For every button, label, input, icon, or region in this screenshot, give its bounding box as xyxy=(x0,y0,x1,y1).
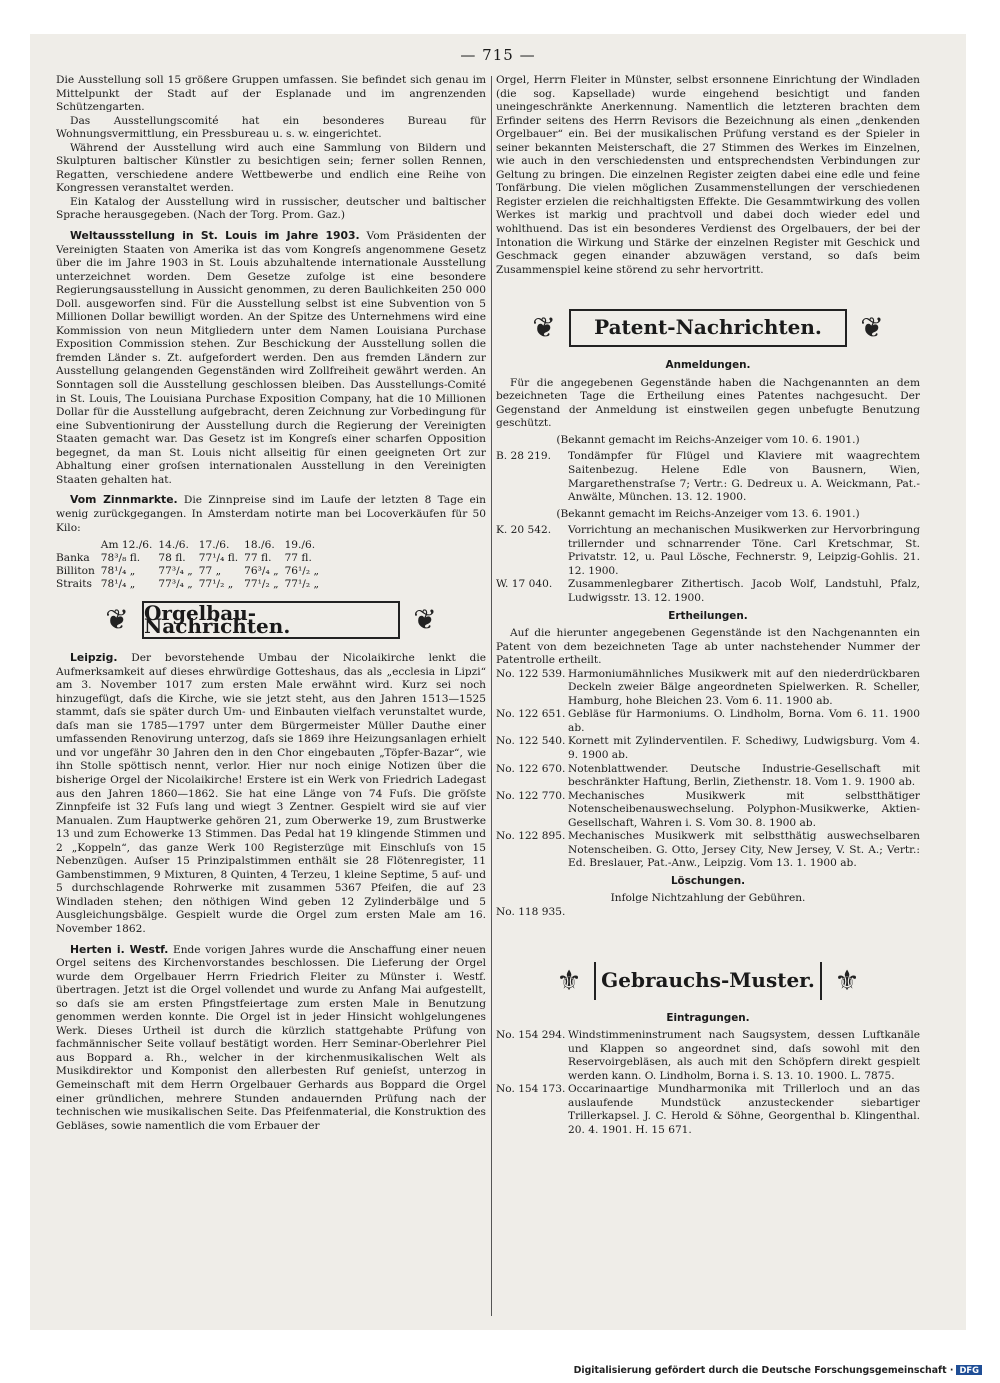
gebrauchs-banner-title: Gebrauchs-Muster. xyxy=(594,962,822,1000)
ornament-icon: ⚜ xyxy=(556,963,582,997)
ornament-icon: ❦ xyxy=(105,603,129,637)
orgelbau-banner-title: Orgelbau-Nachrichten. xyxy=(142,601,400,639)
entry-text: Gebläse für Harmoniums. O. Lindholm, Borna. Vom 6. 11. 1900 ab. xyxy=(568,708,920,734)
ornament-icon: ⚜ xyxy=(834,963,860,997)
intro-paragraph-4: Ein Katalog der Ausstellung wird in russischer, deutscher und baltischer Sprache herausgegeben. (Nach der Torg. Prom. Gaz.) xyxy=(56,195,486,222)
price-cell: 77¹/₄ fl. xyxy=(198,552,239,565)
entry-text: Occarinaartige Mundharmonika mit Trillerloch und an das auslaufende Mundstück anzusteckender siebartiger Trillerkapsel. J. C. Herold & Söhne, Georgenthal b. Klingenthal. 20. 4. 1901. H. 15 671. xyxy=(568,1083,920,1136)
list-item xyxy=(496,830,920,871)
entry-code: No. 122 539. xyxy=(496,667,566,680)
price-cell: 77³/₄ „ xyxy=(158,578,193,591)
entry-code: B. 28 219. xyxy=(496,450,551,463)
list-item xyxy=(496,790,920,831)
price-row-label: Banka xyxy=(56,552,90,565)
entry-text: Vorrichtung an mechanischen Musikwerken zur Hervorbringung trillernder und schnarrender Töne. Carl Kretschmar, St. Privatstr. 12, u. Paul Lösche, Fechnerstr. 9, Leipzig-Gohlis. 21. 12. 1900. xyxy=(568,524,920,577)
entry-text: Mechanisches Musikwerk mit selbstthätig auswechselbaren Notenscheiben. G. Otto, Jersey City, New Jersey, V. St. A.; Vertr.: Ed. Breslauer, Pat.-Anw., Leipzig. Vom 13. 1. 1900 ab. xyxy=(568,830,920,870)
entry-code: K. 20 542. xyxy=(496,524,552,537)
price-cell: 77 fl. xyxy=(244,552,272,565)
zinn-article xyxy=(56,493,486,535)
list-item xyxy=(496,524,920,578)
price-cell: 77¹/₂ „ xyxy=(244,578,279,591)
price-header-cell: 14./6. xyxy=(158,539,189,552)
zinn-text: Die Zinnpreise sind im Laufe der letzten 8 Tage ein wenig zurückgegangen. In Amsterdam notirte man bei Locoverkäufen für 50 Kilo: xyxy=(56,494,486,534)
dfg-logo: DFG xyxy=(956,1365,982,1375)
entry-text xyxy=(568,906,920,920)
leipzig-text: Der bevorstehende Umbau der Nicolaikirche lenkt die Aufmerksamkeit auf dieses ehrwürdige Gotteshaus, das als „ecclesia in Lipzi“ am 3. November 1017 zum ersten Male erwähnt wird. Kurz sei noch hinzugefügt, daſs die Kirche, wie sie jetzt steht, aus den Jahren 1513—1525 stammt, daſs sie später durch Um- und Einbauten vielfach verunstaltet wurde, daſs man sie 1785—1797 unter dem Bürgermeister Müller Dauthe einer umfassenden Renovirung unterzog, daſs sie 1869 ihre Heizungsanlagen erhielt und vor ungefähr 30 Jahren den in den Chor eingebauten „Töpfer-Bazar“, wie ihn Stolle spöttisch nennt, verlor. Hier nur noch einige Notizen über die bisherige Orgel der Nicolaikirche! Erstere ist ein Werk von Friedrich Ladegast aus den Jahren 1860—1862. Sie hat eine Länge von 74 Fuſs. Die gröſste Zinnpfeife ist 32 Fuſs lang und wiegt 3 Zentner. Gespielt wird sie auf vier Manualen. Zum Hauptwerke gehören 21, zum Oberwerke 19, zum Brustwerke 13 und zum Echowerke 13 Stimmen. Das Pedal hat 19 klingende Stimmen und 2 „Koppeln“, das ganze Werk 100 Registerzüge mit Einschluſs von 15 Nebenzügen. Auſser 15 Prinzipalstimmen enthält sie 28 Flötenregister, 11 Gambenstimmen, 9 Mixturen, 8 Quinten, 4 Terzeu, 1 kleine Septime, 5 auf- und 5 durchschlagende Rohrwerke mit zusammen 5367 Pfeifen, die auf 23 Windladen stehen; den nöthigen Wind geben 12 Zylinderbälge und 5 Ausgleichungsbälge. Gespielt wurde die Orgel zum ersten Male am 16. November 1862. xyxy=(56,652,486,935)
weltausstellung-article xyxy=(56,229,486,487)
price-cell: 78 fl. xyxy=(158,552,186,565)
loeschungen-title: Löschungen. xyxy=(670,874,746,887)
list-item xyxy=(496,906,920,920)
price-table xyxy=(56,539,325,591)
entry-text: Mechanisches Musikwerk mit selbstthätiger Notenscheibenauswechselung. Polyphon-Musikwerke, Aktien-Gesellschaft, Wahren i. S. Vom 30. 8. 1900 ab. xyxy=(568,789,920,829)
list-item xyxy=(496,708,920,735)
price-cell: 76³/₄ „ xyxy=(244,565,279,578)
weltausstellung-title: Weltaussstellung in St. Louis im Jahre 1903. xyxy=(70,229,360,243)
entry-code: No. 122 651. xyxy=(496,708,566,721)
entry-text: Tondämpfer für Flügel und Klaviere mit waagrechtem Saitenbezug. Helene Edle von Bausnern, Wien, Margarethenstraſse 7; Vertr.: G. Dedreux u. A. Weickmann, Pat.-Anwälte, München. 13. 12. 1900. xyxy=(568,450,920,504)
leipzig-article xyxy=(56,651,486,936)
intro-paragraph-2: Das Ausstellungscomité hat ein besonderes Bureau für Wohnungsvermittlung, ein Pressbureau u. s. w. eingerichtet. xyxy=(56,114,486,141)
herten-text: Ende vorigen Jahres wurde die Anschaffung einer neuen Orgel seitens des Kirchenvorstandes beschlossen. Die Lieferung der Orgel wurde dem Orgelbauer Herrn Friedrich Fleiter zu Münster i. Westf. übertragen. Jetzt ist die Orgel vollendet und wurde zu Anfang Mai aufgestellt, so daſs sie am ersten Pfingstfeiertage zum ersten Male in Benutzung genommen werden konnte. Die Orgel ist in jeder Hinsicht wohlgelungenes Werk. Dieses Urtheil ist durch die kürzlich stattgehabte Prüfung von fachmännischer Seite vollauf bestätigt worden. Herr Seminar-Oberlehrer Piel aus Boppard a. Rh., welcher in der kirchenmusikalischen Welt als Musikdirektor und Komponist den allerbesten Ruf genieſst, unterzog in Gemeinschaft mit dem Herrn Orgelbauer Gerhards aus Boppard die Orgel einer gründlichen, mehrere Stunden andauernden Prüfung nach der technischen wie musikalischen Seite. Das Pfeifenmaterial, die Konstruktion des Gebläses, sowie namentlich die vom Erbauer der xyxy=(56,943,486,1132)
entry-code: No. 154 173. xyxy=(496,1083,566,1096)
ertheilungen-intro: Auf die hierunter angegebenen Gegenstände ist den Nachgenannten ein Patent von dem bezeichneten Tage ab unter nachstehender Nummer der Patentrolle ertheilt. xyxy=(496,627,920,667)
list-item xyxy=(496,668,920,709)
entry-code: W. 17 040. xyxy=(496,578,553,591)
entry-code: No. 122 670. xyxy=(496,762,566,775)
price-cell: 78³/₈ fl. xyxy=(100,552,141,565)
eintragungen-title: Eintragungen. xyxy=(666,1011,750,1024)
price-header-cell: 17./6. xyxy=(198,539,230,552)
price-table-header xyxy=(56,539,325,552)
entry-code: No. 122 770. xyxy=(496,789,566,802)
price-header-cell: 18./6. xyxy=(244,539,275,552)
entry-text: Notenblattwender. Deutsche Industrie-Gesellschaft mit beschränkter Haftung, Berlin, Ziethenstr. 18. Vom 1. 9. 1900 ab. xyxy=(568,762,920,789)
entry-code: No. 122 540. xyxy=(496,735,566,748)
digitization-footer xyxy=(574,1365,982,1376)
bekannt-note-2: (Bekannt gemacht im Reichs-Anzeiger vom 13. 6. 1901.) xyxy=(556,507,860,520)
anmeldungen-intro: Für die angegebenen Gegenstände haben die Nachgenannten an dem bezeichneten Tage die Ertheilung eines Patentes nachgesucht. Der Gegenstand der Anmeldung ist einstweilen gegen unbefugte Benutzung geschützt. xyxy=(496,376,920,430)
table-row xyxy=(56,578,325,591)
page-number: — 715 — xyxy=(460,46,536,64)
ornament-icon: ❦ xyxy=(532,311,556,345)
ornament-icon: ❦ xyxy=(413,603,437,637)
footer-text: Digitalisierung gefördert durch die Deutsche Forschungsgemeinschaft · xyxy=(573,1365,954,1376)
entry-text: Harmoniumähnliches Musikwerk mit auf den niederdrückbaren Deckeln zweier Bälge angeordneten Spielwerken. R. Scheller, Hamburg, hohe Bleichen 23. Vom 6. 11. 1900 ab. xyxy=(568,667,920,707)
list-item xyxy=(496,763,920,790)
entry-code: No. 122 895. xyxy=(496,830,566,843)
herten-title: Herten i. Westf. xyxy=(70,942,169,956)
newspaper-page xyxy=(30,34,966,1330)
list-item xyxy=(496,1083,920,1137)
zinn-title: Vom Zinnmarkte. xyxy=(70,493,178,507)
price-cell: 78¹/₄ „ xyxy=(100,578,136,591)
patent-banner-title: Patent-Nachrichten. xyxy=(569,309,847,347)
right-column xyxy=(496,74,920,1137)
price-cell: 78¹/₄ „ xyxy=(100,565,136,578)
continuation-paragraph: Orgel, Herrn Fleiter in Münster, selbst ersonnene Einrichtung der Windladen (die sog. Kapsellade) wurde eingehend besichtigt und fanden uneingeschränkte Anerkennung. Namentlich die letzteren brachten dem Erfinder seitens des Herrn Revisors die Bezeichnung als einen „denkenden Orgelbauer“ ein. Bei der musikalischen Prüfung verstand es der Spieler in seiner bekannten Meisterschaft, die 27 Stimmen des Werkes im Einzelnen, wie auch in den verschiedensten und entsprechendsten Verbindungen zur Geltung zu bringen. Die einzelnen Register zeigten dabei eine edle und feine Tonfärbung. Die vielen möglichen Zusammenstellungen der verschiedenen Register erzielen die reichhaltigsten Effekte. Die Gesammtwirkung des vollen Werkes ist markig und prachtvoll und dabei doch wieder edel und wohlthuend. Das ist ein besonderes Verdienst des Orgelbauers, der bei der Intonation die Wirkung und Stärke der einzelnen Register mit Geschick und Geschmack gegen einander abzuwägen verstand, so daſs beim Zusammenspiel keine störend zu sehr hervortritt. xyxy=(496,74,920,276)
price-cell: 77 fl. xyxy=(284,552,312,565)
entry-text: Windstimmeninstrument nach Saugsystem, dessen Luftkanäle und Klappen so angeordnet sind, daſs sowohl mit den Reservoirgebläsen, als auch mit den Schöpfern direkt gespielt werden kann. O. Lindholm, Borna i. S. 13. 10. 1900. L. 7875. xyxy=(568,1029,920,1082)
leipzig-title: Leipzig. xyxy=(70,651,118,665)
price-row-label: Billiton xyxy=(56,565,95,578)
price-cell: 77 „ xyxy=(198,565,222,578)
intro-paragraph-3: Während der Ausstellung wird auch eine Sammlung von Bildern und Skulpturen baltischer Künstler zu besichtigen sein; ferner sollen Rennen, Regatten, verschiedene andere Wettbewerbe und endlich eine Reihe von Kongressen veranstaltet werden. xyxy=(56,141,486,195)
entry-text: Zusammenlegbarer Zithertisch. Jacob Wolf, Landstuhl, Pfalz, Ludwigsstr. 13. 12. 1900. xyxy=(568,578,920,604)
patent-banner xyxy=(523,307,893,349)
herten-article xyxy=(56,943,486,1134)
list-item xyxy=(496,1029,920,1083)
left-column xyxy=(56,74,486,1133)
entry-code: No. 118 935. xyxy=(496,905,566,918)
list-item xyxy=(496,450,920,504)
list-item xyxy=(496,578,920,605)
entry-text: Kornett mit Zylinderventilen. F. Schediwy, Ludwigsburg. Vom 4. 9. 1900 ab. xyxy=(568,735,920,761)
weltausstellung-text: Vom Präsidenten der Vereinigten Staaten von Amerika ist das vom Kongreſs angenommene Gesetz über die im Jahre 1903 in St. Louis abzuhaltende internationale Ausstellung unterzeichnet worden. Dem Gesetze zufolge ist eine besondere Regierungsausstellung in Aussicht genommen, zu deren Baulichkeiten 250 000 Doll. ausgeworfen sind. Für die Ausstellung selbst ist eine Subvention von 5 Millionen Dollar bewilligt worden. An der Spitze des Unternehmens wird eine Kommission von neun Mitgliedern unter dem Namen Louisiana Purchase Exposition Commission stehen. Zur Beschickung der Ausstellung sollen die fremden Länder s. Zt. aufgefordert werden. Den aus fremden Ländern zur Ausstellung gelangenden Gegenständen wird Zollfreiheit gewährt werden. An Sonntagen soll die Ausstellung geschlossen bleiben. Das Ausstellungs-Comité in St. Louis, The Louisiana Purchase Exposition Company, hat die 10 Millionen Dollar für die Ausstellung aufgebracht, deren Zeichnung zur Vorbedingung für eine Subventionirung der Ausstellung durch die Regierung der Vereinigten Staaten gemacht war. Das Gesetz ist im Kongreſs einer scharfen Opposition begegnet, da man St. Louis nicht allseitig für einen geeigneten Ort zur Abhaltung einer groſsen internationalen Ausstellung in den Vereinigten Staaten gehalten hat. xyxy=(56,230,486,486)
bekannt-note-1: (Bekannt gemacht im Reichs-Anzeiger vom 10. 6. 1901.) xyxy=(556,433,860,446)
ertheilungen-title: Ertheilungen. xyxy=(668,609,748,622)
table-row xyxy=(56,565,325,578)
orgelbau-banner xyxy=(96,599,446,641)
gebrauchs-banner xyxy=(548,960,868,1002)
loeschungen-intro: Infolge Nichtzahlung der Gebühren. xyxy=(610,892,806,905)
price-cell: 77¹/₂ „ xyxy=(198,578,234,591)
price-header-cell: Am 12./6. xyxy=(100,539,153,552)
list-item xyxy=(496,735,920,762)
intro-paragraph-1: Die Ausstellung soll 15 größere Gruppen umfassen. Sie befindet sich genau im Mittelpunkt der Stadt auf der Esplanade und im angrenzenden Schützengarten. xyxy=(56,74,486,114)
ornament-icon: ❦ xyxy=(860,311,884,345)
price-header-cell: 19./6. xyxy=(284,539,316,552)
anmeldungen-title: Anmeldungen. xyxy=(665,359,751,372)
price-row-label: Straits xyxy=(56,578,92,591)
column-divider xyxy=(491,76,492,1316)
price-cell: 77³/₄ „ xyxy=(158,565,193,578)
price-cell: 77¹/₂ „ xyxy=(284,578,319,591)
entry-code: No. 154 294. xyxy=(496,1029,566,1042)
table-row xyxy=(56,552,325,565)
price-cell: 76¹/₂ „ xyxy=(284,565,319,578)
